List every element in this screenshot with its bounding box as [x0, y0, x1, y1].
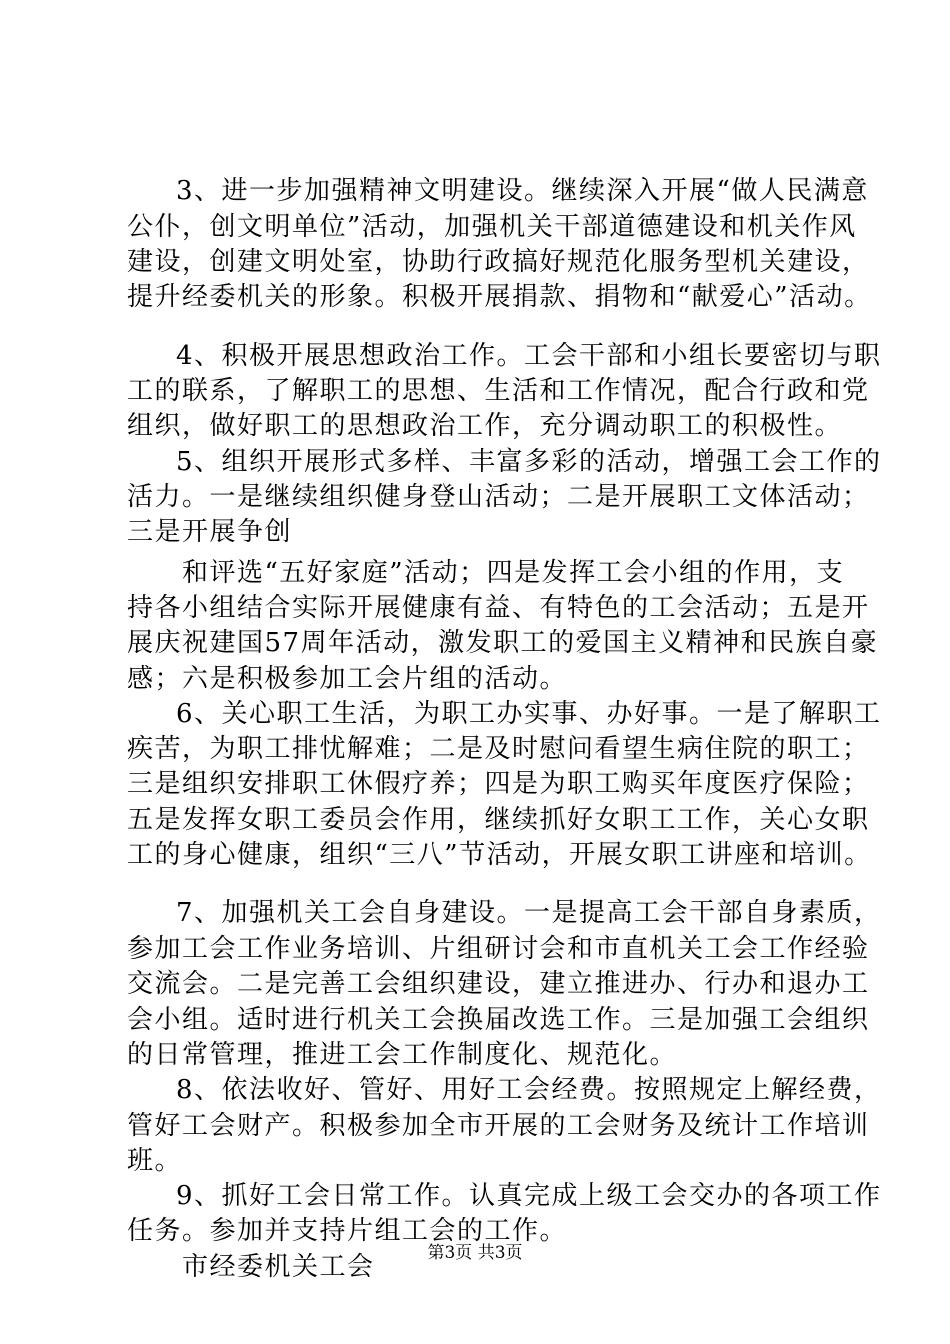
- body-line: 的日常管理，推进工会工作制度化、规范化。: [127, 1040, 678, 1070]
- signature-line: 市经委机关工会: [182, 1252, 375, 1282]
- body-line: 参加工会工作业务培训、片组研讨会和市直机关工会工作经验: [127, 934, 870, 964]
- body-line: 工的联系，了解职工的思想、生活和工作情况，配合行政和党: [127, 376, 870, 406]
- body-line: 8、依法收好、管好、用好工会经费。按照规定上解经费，: [176, 1075, 882, 1105]
- body-line: 3、进一步加强精神文明建设。继续深入开展“做人民满意: [176, 176, 869, 206]
- body-line: 疾苦，为职工排忧解难；二是及时慰问看望生病住院的职工；: [127, 734, 870, 764]
- body-line: 五是发挥女职工委员会作用，继续抓好女职工工作，关心女职: [127, 805, 870, 835]
- body-line: 7、加强机关工会自身建设。一是提高工会干部自身素质，: [176, 898, 882, 928]
- page-number-footer: 第3页 共3页: [427, 1243, 523, 1263]
- body-line: 三是组织安排职工休假疗养；四是为职工购买年度医疗保险；: [127, 769, 870, 799]
- body-line: 提升经委机关的形象。积极开展捐款、捐物和“献爱心”活动。: [127, 282, 872, 312]
- body-line: 感；六是积极参加工会片组的活动。: [127, 664, 568, 694]
- body-line: 持各小组结合实际开展健康有益、有特色的工会活动；五是开: [127, 593, 870, 623]
- body-line: 班。: [127, 1146, 183, 1176]
- body-line: 公仆，创文明单位”活动，加强机关干部道德建设和机关作风: [127, 212, 857, 242]
- body-line: 组织，做好职工的思想政治工作，充分调动职工的积极性。: [127, 411, 843, 441]
- body-line: 6、关心职工生活，为职工办实事、办好事。一是了解职工: [176, 699, 882, 729]
- body-line: 三是开展争创: [127, 517, 293, 547]
- body-line: 任务。参加并支持片组工会的工作。: [127, 1216, 568, 1246]
- body-line: 会小组。适时进行机关工会换届改选工作。三是加强工会组织: [127, 1005, 870, 1035]
- body-line: 5、组织开展形式多样、丰富多彩的活动，增强工会工作的: [176, 447, 882, 477]
- body-line: 建设，创建文明处室，协助行政搞好规范化服务型机关建设，: [127, 247, 870, 277]
- body-line: 交流会。二是完善工会组织建设，建立推进办、行办和退办工: [127, 969, 870, 999]
- body-line: 和评选“五好家庭”活动；四是发挥工会小组的作用，支: [182, 558, 845, 588]
- body-line: 展庆祝建国57周年活动，激发职工的爱国主义精神和民族自豪: [127, 628, 879, 658]
- body-line: 工的身心健康，组织“三八”节活动，开展女职工讲座和培训。: [127, 840, 872, 870]
- body-line: 9、抓好工会日常工作。认真完成上级工会交办的各项工作: [176, 1181, 882, 1211]
- body-line: 4、积极开展思想政治工作。工会干部和小组长要密切与职: [176, 341, 882, 371]
- body-line: 管好工会财产。积极参加全市开展的工会财务及统计工作培训: [127, 1111, 870, 1141]
- body-line: 活力。一是继续组织健身登山活动；二是开展职工文体活动；: [127, 482, 870, 512]
